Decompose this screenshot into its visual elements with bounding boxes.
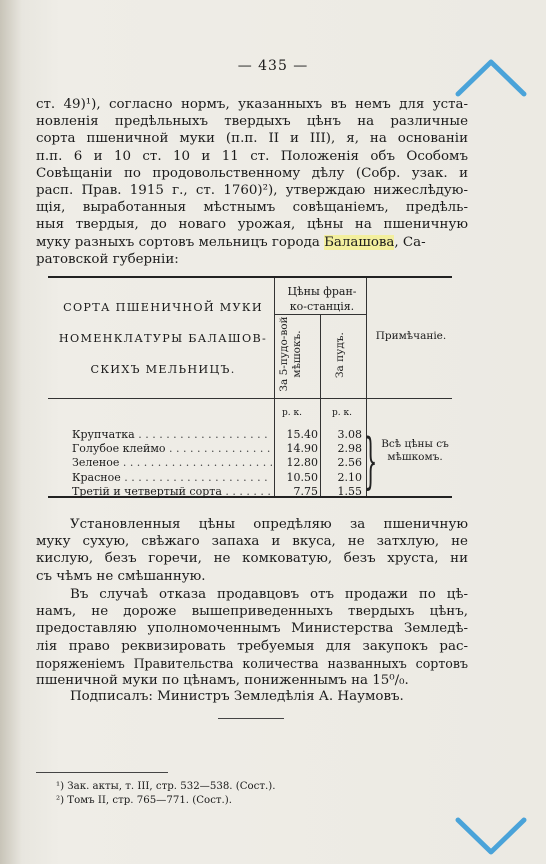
row-bag-price: 10.50 [286, 470, 318, 484]
page-number: — 435 — [237, 58, 309, 74]
text-line [36, 234, 468, 251]
text-line: кислую, безъ горечи, не комковатую, безъ хруста, ни [36, 551, 468, 567]
page-down-button[interactable] [454, 814, 528, 858]
row-name: Голубое клеймо . . . [72, 442, 272, 455]
unit-label: р. к. [332, 408, 352, 418]
header-line: СКИХЪ МЕЛЬНИЦЪ. [90, 363, 236, 376]
table-divider [48, 398, 452, 399]
table-row [48, 471, 452, 485]
intro-paragraph [36, 96, 468, 268]
text-line: сорта пшеничной муки (п.п. II и III), я, на основаніи [36, 131, 468, 147]
text-line: Совѣщаніи по продовольственному дѣлу (Собр. узак. и [36, 165, 468, 181]
header-line: НОМЕНКЛАТУРЫ БАЛАШОВ- [58, 332, 268, 345]
prices-header: Цѣны фран-ко-станція. [287, 285, 357, 313]
row-name: Зеленое . . . [72, 456, 272, 469]
bag-price-header [278, 316, 304, 392]
footnote: ¹) Зак. акты, т. III, стр. 532—538. (Сост.). [56, 781, 276, 792]
text-line: предоставляю уполномоченнымъ Министерства Земледѣ- [36, 621, 468, 637]
row-name: Крупчатка . . . [72, 428, 272, 441]
footnotes [56, 780, 275, 808]
row-bag-price: 7.75 [293, 484, 318, 498]
row-bag-price: 12.80 [286, 456, 318, 470]
text-line: муку сухую, свѣжаго запаха и вкуса, не затхлую, не [36, 534, 468, 550]
footnote-rule [36, 772, 168, 773]
row-bag-price: 15.40 [286, 428, 318, 441]
signature-paragraph [36, 688, 468, 705]
pud-price-header: За пудъ. [334, 332, 346, 378]
row-pud-price: 2.56 [337, 456, 362, 470]
chevron-up-icon [454, 56, 528, 100]
text-span: , Са- [394, 234, 426, 250]
text-line: поряженіемъ Правительства количества названныхъ сортовъ [36, 655, 468, 671]
highlighted-city: Балашова [324, 234, 395, 250]
text-span: муку разныхъ сортовъ мельницъ города [36, 234, 325, 250]
note-text: Всѣ цѣны съ мѣшкомъ. [381, 438, 449, 463]
brace-icon: } [364, 426, 378, 496]
table-row [48, 485, 452, 499]
row-pud-price: 2.98 [337, 442, 362, 456]
text-line: ст. 49)¹), согласно нормъ, указанныхъ въ немъ для уста- [36, 97, 468, 112]
text-line: пшеничной муки по цѣнамъ, пониженнымъ на 15⁰/₀. [36, 673, 409, 689]
text-line: намъ, не дороже вышеприведенныхъ твердыхъ цѣнъ, [36, 604, 468, 620]
header-line: СОРТА ПШЕНИЧНОЙ МУКИ [63, 301, 263, 314]
header-text: За 5-пудо-вой мѣшокъ. [278, 316, 303, 392]
footnote: ²) Томъ II, стр. 765—771. (Сост.). [56, 795, 232, 806]
notes-header: Примѣчаніе. [375, 330, 447, 342]
text-line: лія право реквизировать требуемыя для закупокъ рас- [36, 638, 468, 654]
row-pud-price: 3.08 [337, 428, 362, 441]
separator-line [218, 718, 284, 719]
text-line: п.п. 6 и 10 ст. 10 и 11 ст. Положенія объ Особомъ [36, 148, 468, 164]
text-line: ныя твердыя, до новаго урожая, цѣны на пшеничную [36, 217, 468, 233]
signature: Подписалъ: Министръ Земледѣлія А. Наумовъ. [70, 689, 404, 704]
text-line: Установленныя цѣны опредѣляю за пшеничную [70, 517, 468, 532]
row-name: Красное . . . [72, 471, 272, 484]
row-pud-price: 1.55 [337, 484, 362, 498]
sort-column-header [54, 292, 272, 385]
text-line: расп. Прав. 1915 г., ст. 1760)²), утверждаю нижеслѣдую- [36, 183, 468, 199]
text-line: ратовской губерніи: [36, 251, 179, 267]
text-line: съ чѣмъ не смѣшанную. [36, 568, 206, 584]
table-divider [274, 314, 366, 315]
requisition-paragraph [36, 586, 468, 689]
text-line: Въ случаѣ отказа продавцовъ отъ продажи по цѣ- [70, 587, 468, 602]
text-line: новленія предѣльныхъ твердыхъ цѣнъ на различные [36, 114, 468, 130]
row-bag-price: 14.90 [286, 442, 318, 456]
row-pud-price: 2.10 [337, 470, 362, 484]
chevron-down-icon [454, 814, 528, 858]
row-name: Третій и четвертый сорта . . . [72, 485, 272, 498]
page-up-button[interactable] [454, 56, 528, 100]
unit-label: р. к. [282, 408, 302, 418]
quality-paragraph [36, 516, 468, 585]
text-line: щія, выработанныя мѣстнымъ совѣщаніемъ, предѣль- [36, 200, 468, 216]
price-table [48, 276, 452, 498]
